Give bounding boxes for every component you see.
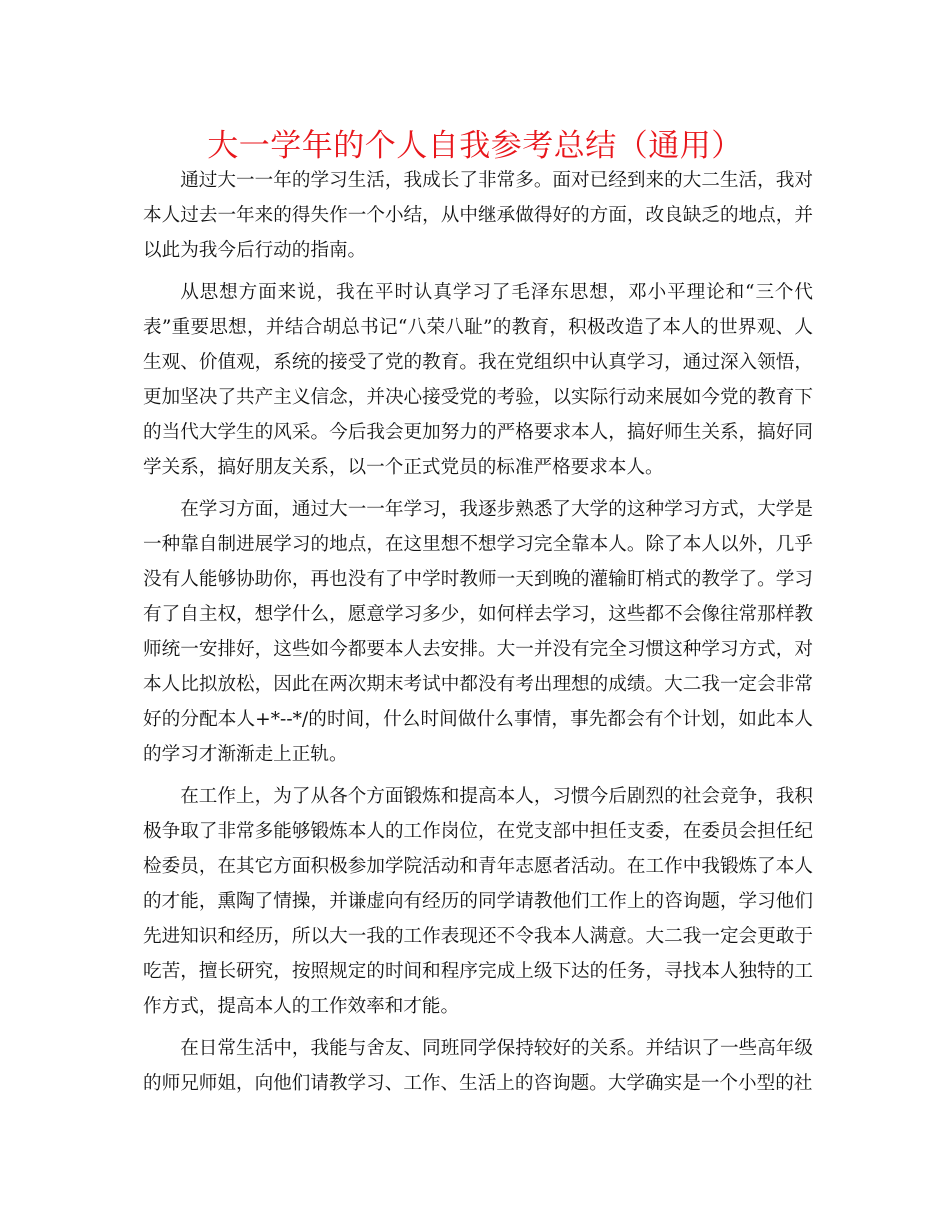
document-body	[143, 163, 813, 1101]
document-title: 大一学年的个人自我参考总结（通用）	[207, 128, 743, 164]
paragraph-ideology: 从思想方面来说，我在平时认真学习了毛泽东思想，邓小平理论和“三个代表”重要思想，并结合胡总书记“八荣八耻”的教育，积极改造了本人的世界观、人生观、价值观，系统的接受了党的教育。我在党组织中认真学习，通过深入领悟，更加坚决了共产主义信念，并决心接受党的考验，以实际行动来展如今党的教育下的当代大学生的风采。今后我会更加努力的严格要求本人，搞好师生关系，搞好同学关系，搞好朋友关系，以一个正式党员的标准严格要求本人。	[143, 282, 813, 478]
paragraph-intro: 通过大一一年的学习生活，我成长了非常多。面对已经到来的大二生活，我对本人过去一年来的得失作一个小结，从中继承做得好的方面，改良缺乏的地点，并以此为我今后行动的指南。	[143, 170, 813, 261]
paragraph-work: 在工作上，为了从各个方面锻炼和提高本人，习惯今后剧烈的社会竞争，我积极争取了非常多能够锻炼本人的工作岗位，在党支部中担任支委，在委员会担任纪检委员，在其它方面积极参加学院活动和青年志愿者活动。在工作中我锻炼了本人的才能，熏陶了情操，并谦虚向有经历的同学请教他们工作上的咨询题，学习他们先进知识和经历，所以大一我的工作表现还不令我本人满意。大二我一定会更敢于吃苦，擅长研究，按照规定的时间和程序完成上级下达的任务，寻找本人独特的工作方式，提高本人的工作效率和才能。	[143, 786, 813, 1017]
paragraph-daily-life: 在日常生活中，我能与舍友、同班同学保持较好的关系。并结识了一些高年级的师兄师姐，向他们请教学习、工作、生活上的咨询题。大学确实是一个小型的社	[143, 1038, 813, 1094]
paragraph-study: 在学习方面，通过大一一年学习，我逐步熟悉了大学的这种学习方式，大学是一种靠自制进展学习的地点，在这里想不想学习完全靠本人。除了本人以外，几乎没有人能够协助你，再也没有了中学时教师一天到晚的灌输盯梢式的教学了。学习有了自主权，想学什么，愿意学习多少，如何样去学习，这些都不会像往常那样教师统一安排好，这些如今都要本人去安排。大一并没有完全习惯这种学习方式，对本人比拟放松，因此在两次期末考试中都没有考出理想的成绩。大二我一定会非常好的分配本人+*--*/的时间，什么时间做什么事情，事先都会有个计划，如此本人的学习才渐渐走上正轨。	[143, 499, 813, 765]
